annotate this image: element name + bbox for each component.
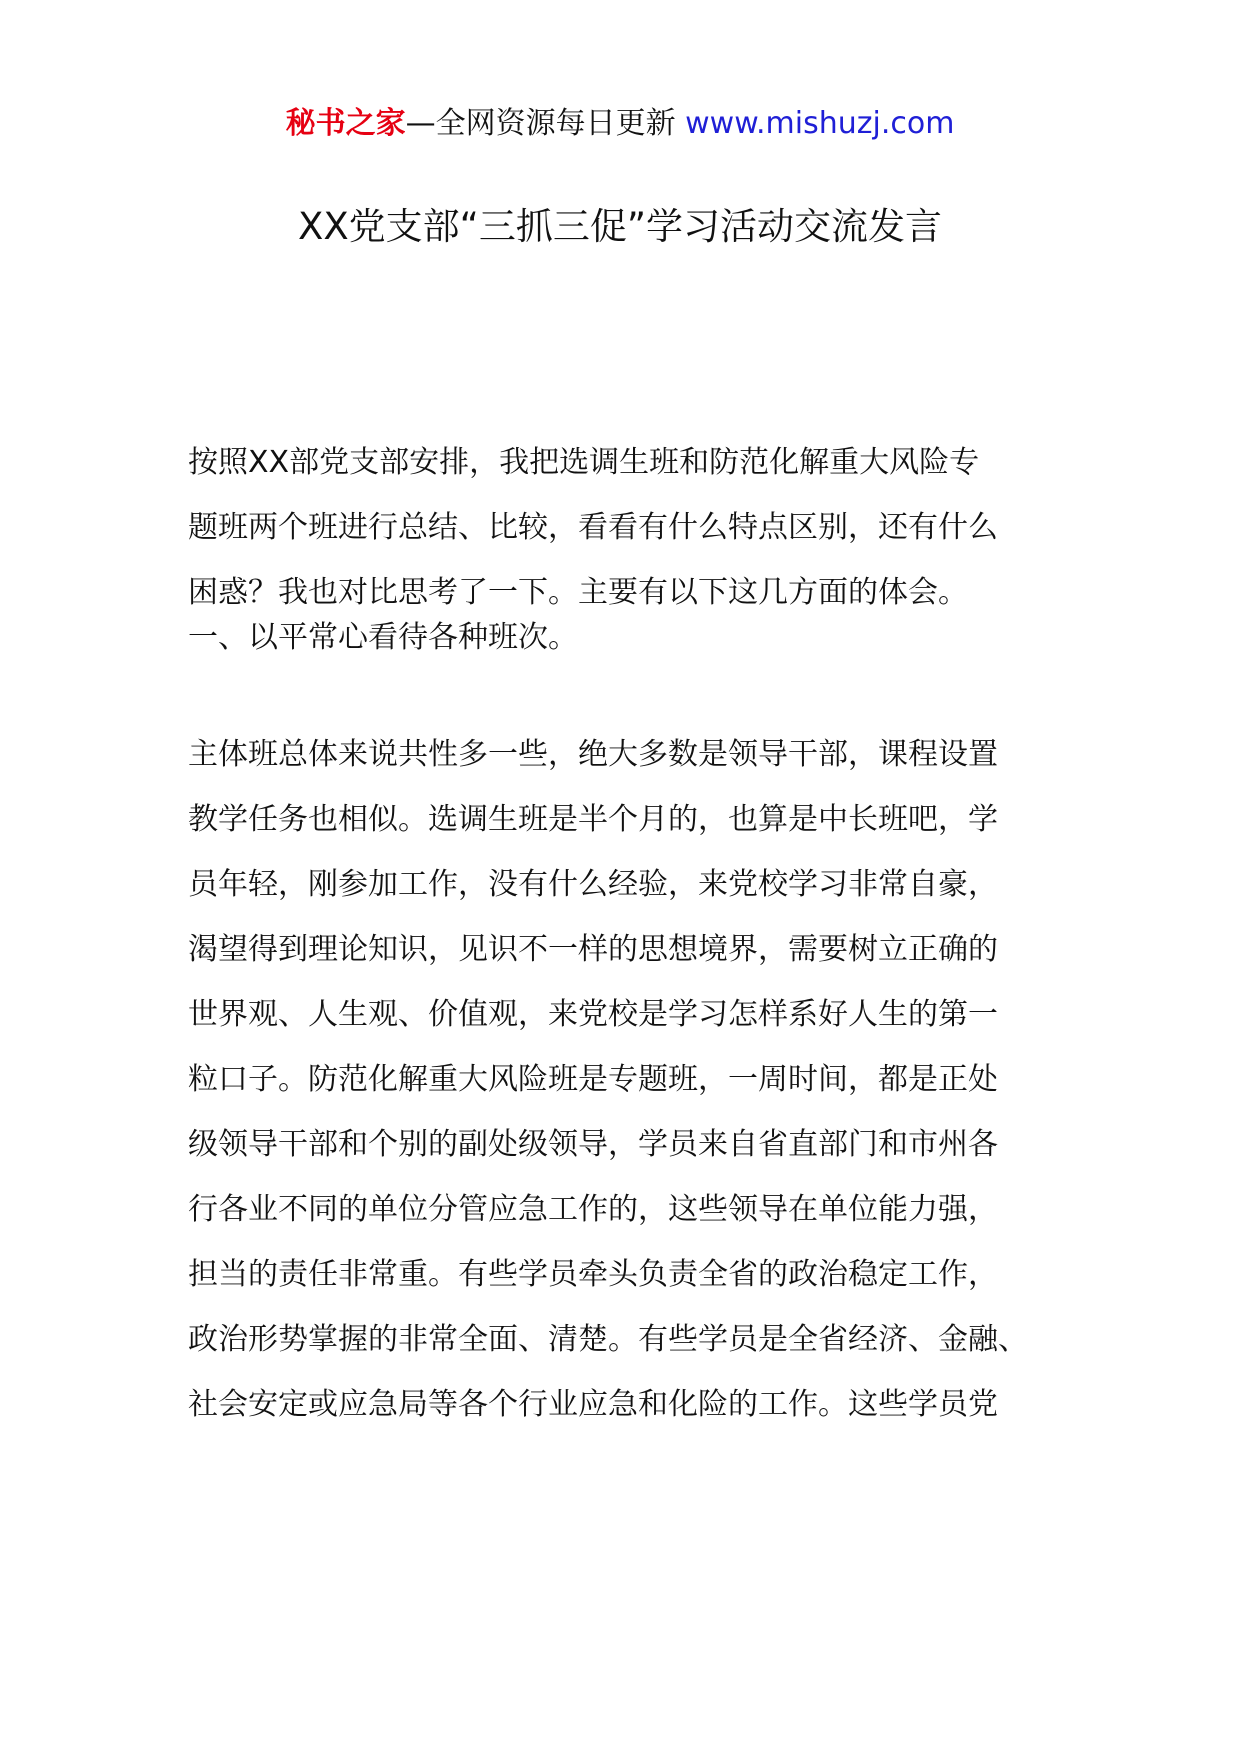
site-url-link[interactable]: www.mishuzj.com <box>685 106 955 141</box>
paragraph-intro <box>188 430 1068 625</box>
paragraph-line: 政治形势掌握的非常全面、清楚。有些学员是全省经济、金融、 <box>188 1322 1028 1357</box>
paragraph-line: 教学任务也相似。选调生班是半个月的，也算是中长班吧，学 <box>188 802 998 837</box>
paragraph-line: 级领导干部和个别的副处级领导，学员来自省直部门和市州各 <box>188 1127 998 1162</box>
paragraph-line: 员年轻，刚参加工作，没有什么经验，来党校学习非常自豪， <box>188 867 998 902</box>
paragraph-line: 按照XX部党支部安排，我把选调生班和防范化解重大风险专 <box>188 445 980 480</box>
section-heading-text: 一、以平常心看待各种班次。 <box>188 620 578 655</box>
paragraph-line: 渴望得到理论知识，见识不一样的思想境界，需要树立正确的 <box>188 932 998 967</box>
paragraph-body <box>188 722 1068 1437</box>
section-heading <box>188 605 1068 670</box>
paragraph-line: 世界观、人生观、价值观，来党校是学习怎样系好人生的第一 <box>188 997 998 1032</box>
site-header <box>0 102 1240 146</box>
brand-name: 秘书之家 <box>285 106 406 141</box>
paragraph-line: 困惑？我也对比思考了一下。主要有以下这几方面的体会。 <box>188 575 968 610</box>
header-tagline: —全网资源每日更新 <box>405 106 686 141</box>
paragraph-line: 行各业不同的单位分管应急工作的，这些领导在单位能力强， <box>188 1192 998 1227</box>
document-title: XX党支部“三抓三促”学习活动交流发言 <box>297 205 943 248</box>
paragraph-line: 主体班总体来说共性多一些，绝大多数是领导干部，课程设置 <box>188 737 998 772</box>
paragraph-line: 题班两个班进行总结、比较，看看有什么特点区别，还有什么 <box>188 510 998 545</box>
paragraph-line: 社会安定或应急局等各个行业应急和化险的工作。这些学员党 <box>188 1387 998 1422</box>
paragraph-line: 粒口子。防范化解重大风险班是专题班，一周时间，都是正处 <box>188 1062 998 1097</box>
paragraph-line: 担当的责任非常重。有些学员牵头负责全省的政治稳定工作， <box>188 1257 998 1292</box>
